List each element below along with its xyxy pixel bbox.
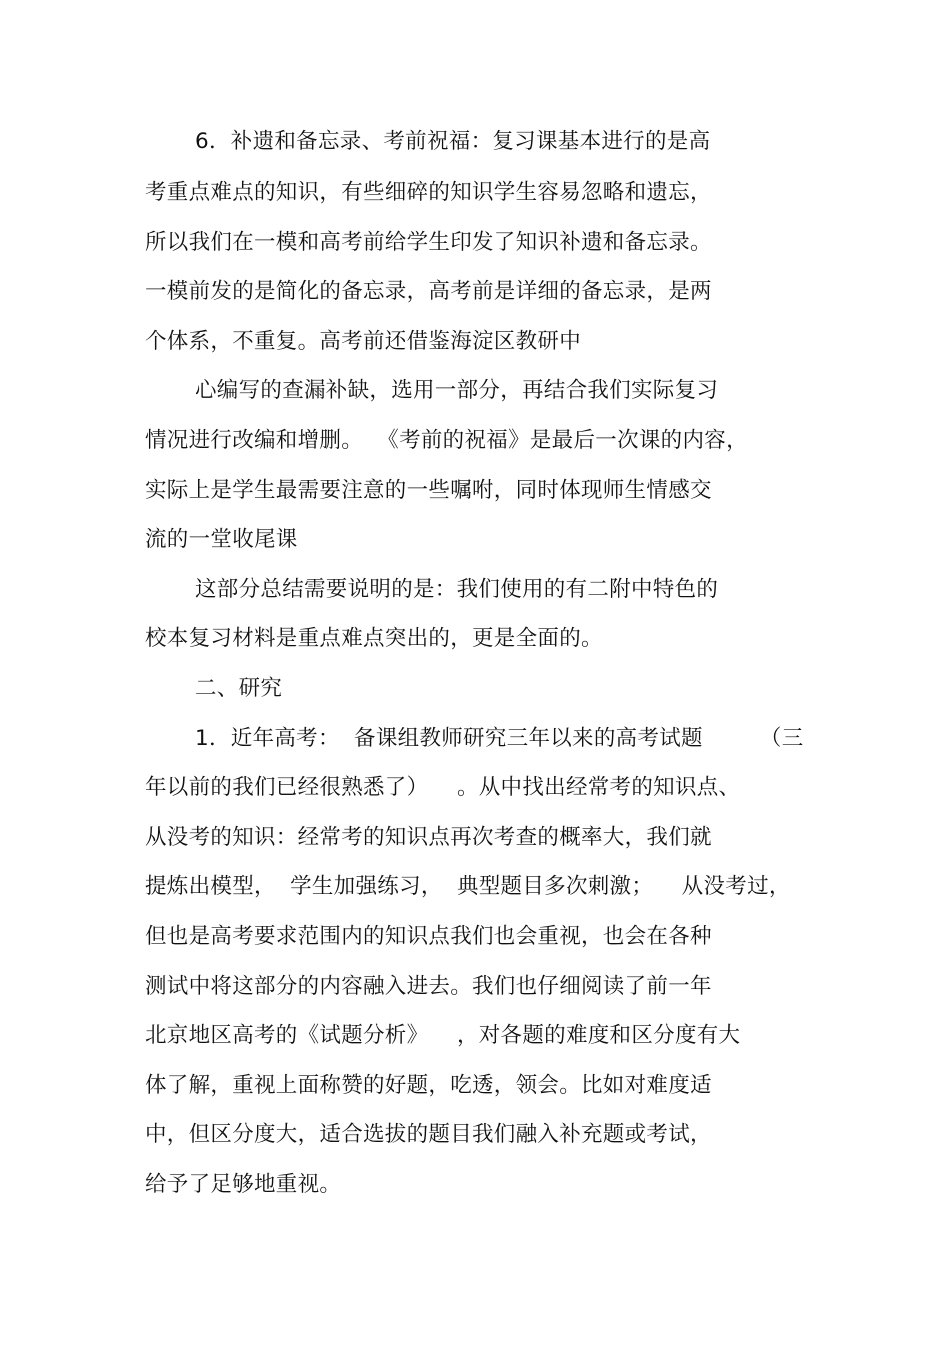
paragraph-line: 但也是高考要求范围内的知识点我们也会重视，也会在各种 [145,924,712,949]
paragraph-line: 提炼出模型， 学生加强练习， 典型题目多次刺激； 从没考过， [145,874,791,899]
paragraph-line: 6．补遗和备忘录、考前祝福：复习课基本进行的是高 [195,129,711,154]
paragraph-line: 情况进行改编和增删。 《考前的祝福》是最后一次课的内容， [145,428,748,453]
paragraph-line: 流的一堂收尾课 [145,527,298,552]
paragraph-line: 给予了足够地重视。 [145,1172,342,1197]
paragraph-line: 北京地区高考的《试题分析》 ，对各题的难度和区分度有大 [145,1023,741,1048]
paragraph-line: 从没考的知识：经常考的知识点再次考查的概率大，我们就 [145,825,712,850]
paragraph-line: 考重点难点的知识，有些细碎的知识学生容易忽略和遗忘， [145,180,712,205]
paragraph-line: 个体系，不重复。高考前还借鉴海淀区教研中 [145,329,582,354]
paragraph-line: 这部分总结需要说明的是：我们使用的有二附中特色的 [195,577,719,602]
paragraph-line: 一模前发的是简化的备忘录，高考前是详细的备忘录，是两 [145,279,712,304]
paragraph-line: 所以我们在一模和高考前给学生印发了知识补遗和备忘录。 [145,230,712,255]
paragraph-line: 中，但区分度大，适合选拔的题目我们融入补充题或考试， [145,1122,712,1147]
paragraph-line: 1．近年高考： 备课组教师研究三年以来的高考试题 （三 [195,726,804,751]
paragraph-line: 年以前的我们已经很熟悉了） 。从中找出经常考的知识点、 [145,775,741,800]
section-heading: 二、研究 [195,676,283,701]
paragraph-line: 测试中将这部分的内容融入进去。我们也仔细阅读了前一年 [145,974,712,999]
paragraph-line: 实际上是学生最需要注意的一些嘱咐，同时体现师生情感交 [145,478,712,503]
paragraph-line: 校本复习材料是重点难点突出的，更是全面的。 [145,626,603,651]
paragraph-line: 心编写的查漏补缺，选用一部分，再结合我们实际复习 [195,378,719,403]
paragraph-line: 体了解，重视上面称赞的好题，吃透，领会。比如对难度适 [145,1073,712,1098]
